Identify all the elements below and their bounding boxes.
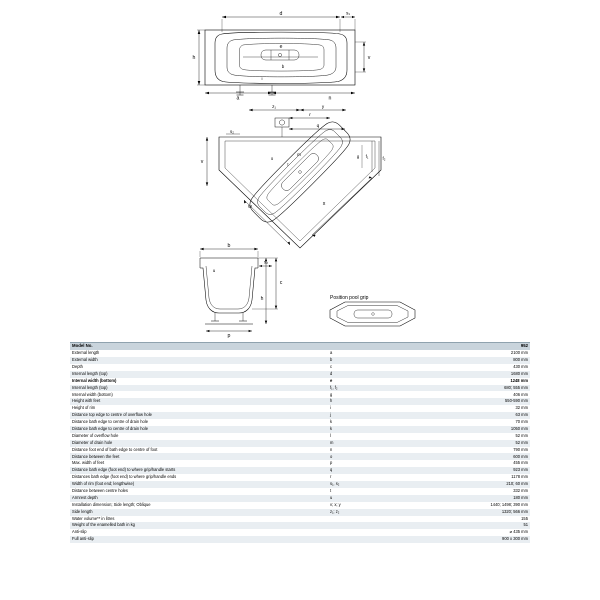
dim-label-m: m [297,152,301,157]
side-view-group [200,243,283,339]
row-value: 550-590 mm [420,398,530,405]
table-row [70,412,530,419]
row-symbol: c [330,364,333,369]
table-row [70,364,530,371]
row-label: Anti-slip [72,529,87,535]
top-view-group [193,11,371,102]
dim-label-s3: s₂ [263,259,269,265]
row-label: Distance bath edge to centre of drain hole [70,426,328,433]
table-row [70,453,530,460]
row-symbol: e [330,377,333,383]
table-row [70,447,530,454]
row-label: Installation dimension; Side length; Oblique [72,501,151,507]
row-label: Internal width (bottom) [72,377,117,383]
dim-label-v: v [367,55,371,61]
table-row [70,385,530,392]
dim-label-s2: s₂ [230,129,234,134]
row-value: 52 mm [420,440,530,447]
row-label: Internal length (top) [70,385,328,392]
row-value: ⌀ 435 mm [509,529,528,535]
table-row [70,433,530,440]
table-row [70,502,530,509]
dim-label-f2: f₂ [382,156,386,161]
row-symbol: o [328,453,420,460]
dim-label-h: h [192,55,196,61]
table-row [70,440,530,447]
dim-label-c: c [279,280,283,286]
oblique-plan-view-group [201,104,386,248]
row-symbol [328,516,420,523]
row-label: Internal width (bottom) [72,391,113,397]
row-symbol: z₁; z₂ [328,509,420,516]
dim-label-n: n [328,95,332,102]
row-symbol: v; x; y [330,501,341,507]
table-row [70,419,530,426]
table-row [70,529,530,536]
row-value: 430 mm [513,364,528,369]
dim-label-z: z₁ [272,104,276,109]
row-value: 1248 mm [510,377,528,383]
table-row [70,398,530,405]
row-value: 952 [420,343,530,351]
row-symbol: h [328,398,420,405]
row-label: Depth [72,364,83,369]
table-row [70,536,530,543]
row-label: Distance between the feet [70,453,328,460]
row-label: Diameter of overflow hole [72,432,119,438]
row-value: 2100 mm [510,350,528,356]
dim-label-w: w [248,204,252,210]
row-symbol: u [328,495,420,502]
table-row [70,495,530,502]
row-symbol: m [328,440,420,447]
row-value: 800 mm [420,357,530,364]
dim-label-s1: s₁ [346,10,350,16]
row-value: 790 mm [513,446,528,452]
row-label: Distance foot end of bath edge to centre of foot [72,446,158,452]
row-label: Model No. [70,343,328,351]
row-label: Internal length (top) [70,371,328,378]
row-value: 406 mm [513,391,528,397]
table-row [70,460,530,467]
row-symbol: i [330,405,331,411]
row-symbol: q [328,467,420,474]
row-value: 1050 mm [420,426,530,433]
dim-label-q: q [316,124,320,129]
row-value: 1320; 566 mm [420,509,530,516]
row-value: 900 x 300 mm [420,536,530,543]
specification-table [70,342,530,543]
row-label: Width of rim (foot end; lengthwise) [70,481,328,488]
table-row [70,522,530,529]
table-row [70,378,530,385]
row-label: Weight of the enamelled bath in kg [70,522,328,529]
row-symbol: l [330,432,331,438]
row-symbol: k [328,426,420,433]
dim-label-d: d [279,11,283,17]
dim-label-p: p [227,333,231,339]
row-value: 180 mm [420,495,530,502]
table-row [70,350,530,357]
row-label: Distances bath edge (foot end) to where grip/handle ends [72,474,177,480]
table-row [70,516,530,523]
row-label: External length [72,350,100,356]
row-value: 51 [420,522,530,529]
row-value: 63 mm [420,412,530,419]
row-symbol: t [330,488,332,494]
row-symbol [328,522,420,529]
row-symbol: g [330,391,333,397]
row-symbol: k [330,419,333,425]
table-row [70,391,530,398]
row-value: 52 mm [515,432,528,438]
row-value: 600 mm [420,453,530,460]
pool-grip-caption: Position pool grip [330,295,369,301]
row-value: 680; 555 mm [420,385,530,392]
table-row [70,488,530,495]
table-row [70,481,530,488]
specification-table-body [70,343,530,544]
row-symbol: s₁, s₂ [328,481,420,488]
dim-label-b2: b [227,243,231,249]
row-symbol: p [330,460,333,466]
dim-label-v2: v [200,159,204,165]
pool-grip-view-group [330,302,415,326]
table-row [70,426,530,433]
table-row [70,357,530,364]
table-row [70,371,530,378]
row-symbol: a [330,350,333,356]
dim-label-y: y [321,104,325,109]
table-row [70,509,530,516]
row-value: 1440; 1498; 390 mm [490,501,528,507]
dim-label-b: b [281,64,285,69]
dim-label-f1: f₁ [365,154,369,159]
row-label: Distance between centre holes [72,488,128,494]
dim-label-t: t [287,162,289,167]
row-symbol [328,536,420,543]
row-label: Height with feet [70,398,328,405]
row-value: 70 mm [515,419,528,425]
table-row [70,343,530,351]
row-value: 1680 mm [420,371,530,378]
row-symbol [328,529,420,536]
row-label: Distance bath edge (foot end) to where grip/handle starts [70,467,328,474]
row-label: Height of rim [72,405,96,411]
dim-label-a: a [236,95,240,102]
row-label: Diameter of drain hole [70,440,328,447]
dim-label-o: o [270,156,274,161]
dim-label-x: x [322,201,326,207]
row-label: Side length [70,509,328,516]
row-value: 1178 mm [511,474,528,480]
row-label: Water volume** in litres [72,515,115,521]
row-symbol [328,343,420,351]
row-value: 332 mm [513,488,528,494]
row-label: Distance bath edge to centre of drain hole [72,419,149,425]
row-symbol: r [330,474,332,480]
row-label: External width [70,357,328,364]
row-label: Full anti-slip [70,536,328,543]
row-label: Distance top edge to centre of overflow hole [70,412,328,419]
row-value: 32 mm [515,405,528,411]
row-symbol: b [328,357,420,364]
dim-label-i: i [261,76,263,81]
table-row [70,474,530,481]
dim-label-h2: h [260,296,264,302]
row-value: 155 [521,515,528,521]
row-label: Max. width of feet [72,460,105,466]
dim-label-g: g [356,154,360,159]
row-label: Armrest depth [70,495,328,502]
row-symbol: d [328,371,420,378]
dim-label-r: r [309,113,311,118]
dim-label-u: u [212,268,216,273]
row-symbol: f₁, f₂ [328,385,420,392]
row-symbol: j [328,412,420,419]
row-symbol: n [330,446,333,452]
row-value: 455 mm [513,460,528,466]
table-row [70,405,530,412]
row-value: 923 mm [420,467,530,474]
dim-label-e: e [279,44,283,50]
table-row [70,467,530,474]
row-value: 210; 60 mm [420,481,530,488]
